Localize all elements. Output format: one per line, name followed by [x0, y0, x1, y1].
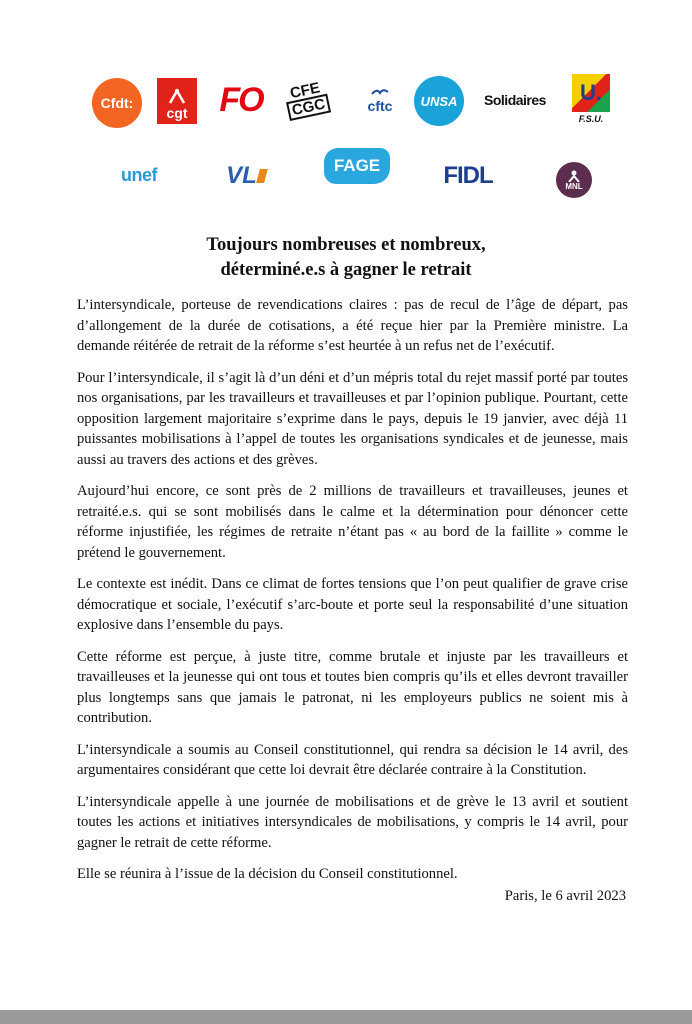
signature-date: Paris, le 6 avril 2023 [504, 888, 626, 904]
title-line-2: déterminé.e.s à gagner le retrait [220, 260, 472, 280]
fsu-mark-block [572, 74, 610, 112]
paragraph: Elle se réunira à l’issue de la décision du Conseil constitutionnel. [77, 866, 458, 882]
union-logos [0, 0, 692, 210]
fidl-logo-text: FIDL [443, 162, 493, 189]
unsa-logo [414, 76, 464, 126]
document-body [77, 295, 628, 896]
paragraph: Aujourd’hui encore, ce sont près de 2 millions de travailleurs et travailleuses, jeunes et retraité.e.s. qui se sont mobilisés dans le calme et la détermination pour dénoncer cette réforme injustifiée, les régimes de retraite n’étant pas « au bord de la faillite » comme le prétend le gouvernement. [77, 483, 628, 561]
mnl-logo [556, 162, 592, 198]
bottom-scrollbar-strip [0, 1010, 692, 1024]
cfe-cgc-logo [279, 72, 336, 129]
paragraph: Pour l’intersyndicale, il s’agit là d’un déni et d’un mépris total du rejet massif porté par toutes nos organisations, par les travailleurs et travailleuses et par l’opinion publique. Pourtant, cette opposition largement majoritaire s’exprime dans le pays, depuis le 19 janvier, avec déjà 11 puissantes mobilisations à l’appel de toutes les organisations syndicales et de jeunesse, mais aussi au travers des actions et des grèves. [77, 369, 628, 468]
paragraph: L’intersyndicale a soumis au Conseil constitutionnel, qui rendra sa décision le 14 avril, des argumentaires considérant que cette loi devrait être déclarée contraire à la Constitution. [77, 741, 628, 778]
cgt-person-icon [166, 88, 188, 104]
unsa-logo-text: UNSA [420, 93, 458, 109]
unef-logo [108, 162, 170, 188]
vl-accent-icon [256, 169, 268, 183]
vl-logo-text: VL [226, 162, 257, 189]
unef-logo-text: unef [121, 164, 157, 185]
cftc-bird-icon [371, 88, 389, 98]
fsu-mark-text: U. [580, 80, 602, 105]
cfdt-logo [92, 78, 142, 128]
fidl-logo [432, 160, 504, 192]
fo-logo [218, 78, 264, 122]
fage-logo-text: FAGE [333, 156, 381, 175]
fsu-logo-text: F.S.U. [578, 114, 604, 124]
vl-logo [222, 160, 270, 192]
mnl-logo-text: MNL [565, 181, 583, 191]
document-title [100, 233, 592, 283]
fage-logo [324, 148, 390, 184]
mnl-figure-icon [567, 170, 581, 182]
solidaires-logo-text: Solidaires [484, 92, 546, 108]
cfe-cgc-top-text: CFE [288, 79, 322, 103]
title-line-1: Toujours nombreuses et nombreux, [206, 235, 486, 255]
paragraph: L’intersyndicale, porteuse de revendications claires : pas de recul de l’âge de départ, pas d’allongement de la durée de cotisations, a été reçue hier par la Première ministre. La demande réitérée de retrait de la réforme s’est heurtée à un refus net de l’exécutif. [77, 297, 628, 354]
cftc-logo-text: cftc [367, 98, 393, 114]
cgt-logo-text: cgt [166, 105, 188, 121]
paragraph: L’intersyndicale appelle à une journée de mobilisations et de grève le 13 avril et soutient toutes les actions et initiatives intersyndicales de mobilisations, y compris le 14 avril, pour gagner le retrait de cette réforme. [77, 793, 628, 851]
cgt-logo [157, 78, 197, 124]
cftc-logo [356, 84, 404, 118]
cfdt-logo-text: Cfdt: [100, 95, 134, 111]
solidaires-logo [478, 86, 552, 114]
paragraph: Cette réforme est perçue, à juste titre, comme brutale et injuste par les travailleurs et travailleuses et la jeunesse qui ont tous et toutes bien compris qu’ils et elles devront travailler plus longtemps sans que jamais le patronat, ni les employeurs publics ne soient mis à contribution. [77, 648, 628, 726]
fsu-logo [566, 70, 616, 128]
cfe-cgc-bottom-text: CGC [286, 94, 330, 121]
fo-logo-text: FO [219, 80, 263, 119]
paragraph: Le contexte est inédit. Dans ce climat de fortes tensions que l’on peut qualifier de grave crise démocratique et sociale, l’exécutif s’arc-boute et porte seul la responsabilité d’une situation explosive dans l’ensemble du pays. [77, 576, 628, 633]
